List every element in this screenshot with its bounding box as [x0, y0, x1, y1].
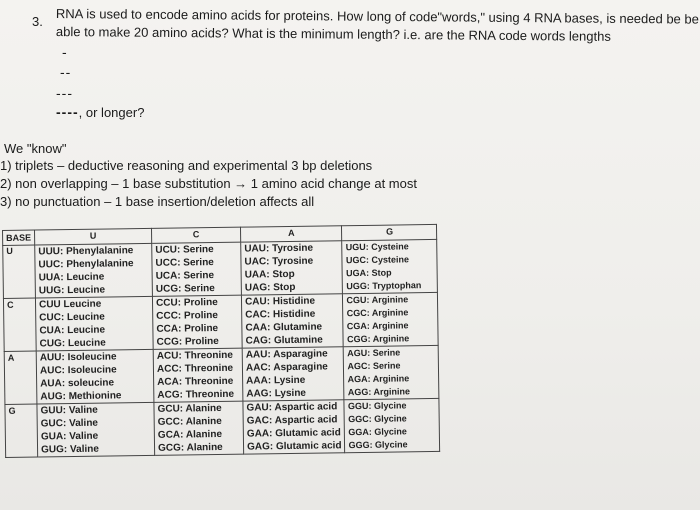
codon-entry: GGU: Glycine [347, 400, 407, 412]
codon-entry: AUU: Isoleucine [39, 351, 117, 364]
codon-entry: GUU: Valine [40, 404, 98, 417]
codon-entry: AGG: Arginine [347, 386, 411, 398]
codon-entry: CAU: Histidine [244, 295, 316, 308]
codon-entry: AGC: Serine [347, 360, 401, 372]
table-row [3, 239, 438, 298]
codon-entry: CUU Leucine [38, 298, 102, 311]
codon-entry: CGA: Arginine [346, 320, 409, 332]
question-line-2: able to make 20 amino acids? What is the minimum length? i.e. are the RNA code words lengths [55, 24, 611, 44]
codon-entry: UCG: Serine [155, 283, 215, 295]
codon-entry: GUC: Valine [40, 417, 99, 430]
length-option-4-dashes: ---- [56, 104, 79, 120]
we-know-item-1: 1) triplets – deductive reasoning and experimental 3 bp deletions [0, 158, 373, 173]
we-know-item-2: 2) non overlapping – 1 base substitution → 1 amino acid change at most [0, 176, 417, 191]
codon-entry: CCG: Proline [156, 335, 219, 348]
codon-cell [154, 401, 244, 455]
codon-entry: UGC: Cysteine [345, 254, 410, 266]
row-base-label [4, 351, 37, 404]
we-know-item-3: 3) no punctuation – 1 base insertion/deletion affects all [0, 194, 315, 209]
codon-entry: UAC: Tyrosine [244, 255, 314, 268]
codon-cell [241, 294, 343, 348]
codon-entry: GCU: Alanine [157, 402, 222, 415]
length-option-4 [56, 104, 144, 120]
codon-entry: GAU: Aspartic acid [246, 401, 338, 414]
codon-cell [342, 239, 438, 293]
codon-entry: CGG: Arginine [346, 333, 410, 345]
codon-entry: UCC: Serine [155, 257, 214, 269]
codon-entry: UUG: Leucine [38, 284, 106, 297]
codon-cell [344, 345, 440, 399]
codon-entry: GUA: Valine [40, 430, 99, 443]
codon-cell [153, 348, 243, 402]
codon-cell [37, 402, 155, 457]
we-know-heading: We "know" [4, 141, 67, 156]
row-base: C [6, 299, 14, 310]
codon-entry: UGA: Stop [346, 267, 392, 279]
codon-entry: UUC: Phenylalanine [38, 258, 134, 271]
base-heading: BASE [6, 232, 32, 243]
codon-entry: CGU: Arginine [346, 294, 409, 306]
codon-entry: GCG: Alanine [158, 441, 223, 454]
codon-cell [36, 349, 154, 404]
codon-entry: CAC: Histidine [245, 308, 316, 321]
codon-entry: GAA: Glutamic acid [246, 427, 341, 440]
codon-entry: GGG: Glycine [348, 439, 408, 451]
header-c: C [152, 227, 241, 243]
codon-entry: AAC: Asparagine [245, 361, 328, 374]
codon-table [2, 224, 441, 458]
row-base-label [5, 404, 38, 457]
table-row [4, 345, 439, 404]
codon-entry: ACA: Threonine [157, 375, 234, 388]
codon-entry: AUG: Methionine [40, 390, 122, 403]
codon-entry: CUA: Leucine [39, 324, 106, 337]
codon-entry: CCC: Proline [156, 309, 218, 322]
codon-entry: AGA: Arginine [347, 373, 410, 385]
codon-cell [35, 296, 153, 351]
header-a: A [240, 226, 342, 242]
codon-entry: GAC: Aspartic acid [246, 414, 338, 427]
length-option-3: --- [56, 85, 73, 101]
codon-table-body [3, 232, 440, 457]
row-base: G [8, 405, 16, 416]
length-option-1: - [62, 44, 68, 60]
codon-entry: CAG: Glutamine [245, 334, 323, 347]
row-base: A [7, 352, 15, 363]
length-option-2: -- [60, 64, 72, 80]
codon-cell [35, 243, 153, 298]
codon-entry: UCU: Serine [155, 244, 214, 256]
question-number: 3. [32, 14, 43, 29]
codon-entry: UUU: Phenylalanine [38, 245, 134, 258]
codon-entry: AGU: Serine [347, 347, 401, 359]
codon-entry: UUA: Leucine [38, 271, 105, 284]
codon-entry: AAU: Asparagine [245, 348, 328, 361]
row-base: U [6, 245, 13, 256]
codon-cell [343, 292, 439, 346]
codon-entry: ACC: Threonine [156, 362, 234, 375]
codon-cell [243, 400, 345, 454]
codon-entry: UGU: Cysteine [345, 241, 409, 253]
codon-entry: UCA: Serine [155, 270, 215, 282]
codon-cell [152, 242, 242, 296]
codon-entry: UAU: Tyrosine [244, 242, 314, 255]
codon-entry: UAG: Stop [244, 281, 296, 294]
codon-entry: AAA: Lysine [246, 374, 306, 387]
codon-entry: CAA: Glutamine [245, 321, 323, 334]
question-line-1: RNA is used to encode amino acids for proteins. How long of code"words," using 4 RNA bases, is needed be be [55, 6, 699, 27]
codon-cell [241, 241, 343, 295]
codon-entry: GGA: Glycine [348, 426, 407, 438]
row-base-label [3, 298, 36, 351]
row-base-label [3, 232, 36, 298]
codon-entry: AAG: Lysine [246, 387, 307, 400]
codon-entry: AUA: soleucine [40, 377, 115, 390]
codon-entry: UGG: Tryptophan [346, 280, 422, 292]
table-row [3, 292, 438, 351]
codon-entry: GCC: Alanine [157, 415, 222, 428]
codon-entry: GGC: Glycine [348, 413, 407, 425]
codon-entry: UAA: Stop [244, 268, 295, 281]
codon-entry: ACG: Threonine [157, 388, 235, 401]
codon-entry: GCA: Alanine [157, 428, 223, 441]
codon-entry: GAG: Glutamic acid [246, 440, 342, 453]
codon-cell [152, 295, 242, 349]
length-option-4-suffix: , or longer? [78, 105, 145, 120]
codon-entry: CCU: Proline [155, 296, 218, 309]
codon-entry: CUC: Leucine [39, 311, 105, 324]
codon-cell [344, 398, 440, 452]
codon-entry: CCA: Proline [156, 322, 219, 335]
codon-entry: ACU: Threonine [156, 349, 233, 362]
codon-entry: GUG: Valine [41, 443, 99, 456]
codon-entry: CUG: Leucine [39, 337, 106, 350]
codon-entry: AUC: Isoleucine [39, 364, 117, 377]
table-row [5, 398, 440, 457]
codon-cell [242, 347, 344, 401]
codon-entry: CGC: Arginine [346, 307, 409, 319]
header-u: U [35, 228, 152, 245]
header-g: G [342, 224, 437, 240]
